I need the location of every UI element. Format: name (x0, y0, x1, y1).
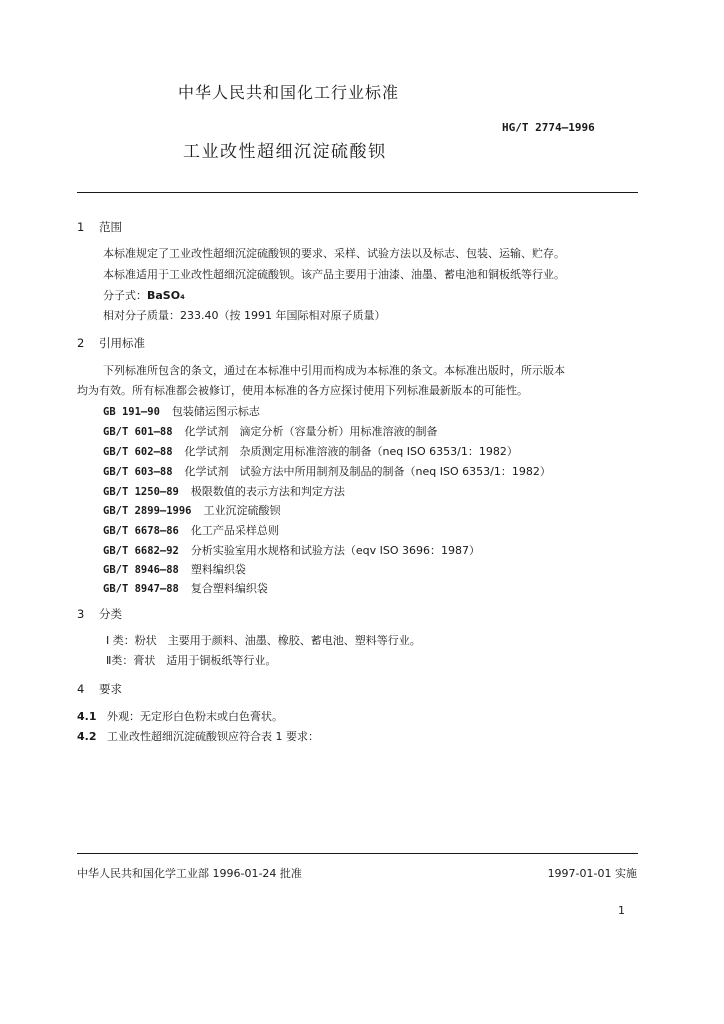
section-number: 4 (77, 682, 85, 696)
section-number: 1 (77, 220, 85, 234)
reference-code: GB/T 8947—88 (103, 583, 179, 595)
reference-item (103, 522, 279, 538)
reference-title: 化学试剂 试验方法中所用制剂及制品的制备（neq ISO 6353/1：1982） (184, 465, 551, 478)
reference-code: GB 191—90 (103, 406, 160, 418)
reference-title: 分析实验室用水规格和试验方法（eqv ISO 3696：1987） (190, 544, 480, 557)
standard-code: HG/T 2774—1996 (502, 121, 595, 134)
class-item: I 类：粉状 主要用于颜料、油墨、橡胶、蓄电池、塑料等行业。 (106, 634, 421, 647)
section-title: 引用标准 (99, 336, 145, 350)
reference-title: 化学试剂 滴定分析（容量分析）用标准溶液的制备 (184, 425, 438, 438)
reference-item (103, 463, 551, 479)
requirement-number: 4.1 (77, 710, 97, 723)
reference-title: 包装储运图示标志 (171, 405, 260, 418)
reference-code: GB/T 601—88 (103, 426, 173, 438)
reference-item (103, 542, 480, 558)
formula-value: BaSO₄ (147, 289, 185, 302)
molecular-mass-line: 相对分子质量：233.40（按 1991 年国际相对原子质量） (103, 309, 386, 322)
requirement-item (77, 728, 319, 744)
reference-item (103, 502, 281, 518)
reference-code: GB/T 2899—1996 (103, 505, 192, 517)
reference-title: 极限数值的表示方法和判定方法 (190, 485, 345, 498)
section-title: 要求 (99, 682, 122, 696)
formula-line (103, 287, 185, 303)
requirement-number: 4.2 (77, 730, 97, 743)
reference-code: GB/T 603—88 (103, 466, 173, 478)
formula-label: 分子式： (103, 289, 147, 302)
section-2-intro: 均为有效。所有标准都会被修订，使用本标准的各方应探讨使用下列标准最新版本的可能性。 (77, 384, 528, 397)
reference-item (103, 403, 260, 419)
footer-rule (77, 853, 638, 854)
section-3-heading (77, 606, 122, 622)
section-number: 2 (77, 336, 85, 350)
section-2-heading (77, 335, 145, 351)
reference-title: 工业沉淀硫酸钡 (203, 504, 281, 517)
requirement-text: 工业改性超细沉淀硫酸钡应符合表 1 要求： (107, 730, 319, 743)
section-4-heading (77, 681, 122, 697)
requirement-text: 外观：无定形白色粉末或白色膏状。 (107, 710, 283, 723)
reference-title: 化学试剂 杂质测定用标准溶液的制备（neq ISO 6353/1：1982） (184, 445, 518, 458)
reference-code: GB/T 6678—86 (103, 525, 179, 537)
section-1-heading (77, 219, 122, 235)
header-rule (77, 192, 638, 193)
class-item: Ⅱ类：膏状 适用于铜板纸等行业。 (106, 654, 277, 667)
issuing-agency: 中华人民共和国化工行业标准 (178, 83, 400, 102)
reference-code: GB/T 8946—88 (103, 564, 179, 576)
reference-title: 化工产品采样总则 (190, 524, 279, 537)
requirement-item (77, 708, 283, 724)
reference-code: GB/T 602—88 (103, 446, 173, 458)
section-2-intro: 下列标准所包含的条文，通过在本标准中引用而构成为本标准的条文。本标准出版时，所示版本 (103, 364, 565, 377)
approval-date: 中华人民共和国化学工业部 1996-01-24 批准 (77, 867, 302, 880)
section-title: 范围 (99, 220, 122, 234)
reference-item (103, 443, 518, 459)
reference-code: GB/T 6682—92 (103, 545, 179, 557)
section-number: 3 (77, 607, 85, 621)
reference-title: 复合塑料编织袋 (190, 582, 268, 595)
section-1-line: 本标准规定了工业改性超细沉淀硫酸钡的要求、采样、试验方法以及标志、包装、运输、贮存。 (103, 247, 565, 260)
reference-item (103, 580, 268, 596)
document-title: 工业改性超细沉淀硫酸钡 (183, 142, 387, 162)
effective-date: 1997-01-01 实施 (547, 867, 637, 880)
section-1-line: 本标准适用于工业改性超细沉淀硫酸钡。该产品主要用于油漆、油墨、蓄电池和铜板纸等行业。 (103, 268, 565, 281)
reference-code: GB/T 1250—89 (103, 486, 179, 498)
section-title: 分类 (99, 607, 122, 621)
reference-item (103, 423, 438, 439)
reference-title: 塑料编织袋 (190, 563, 246, 576)
reference-item (103, 561, 246, 577)
reference-item (103, 483, 345, 499)
page-number: 1 (618, 904, 625, 917)
